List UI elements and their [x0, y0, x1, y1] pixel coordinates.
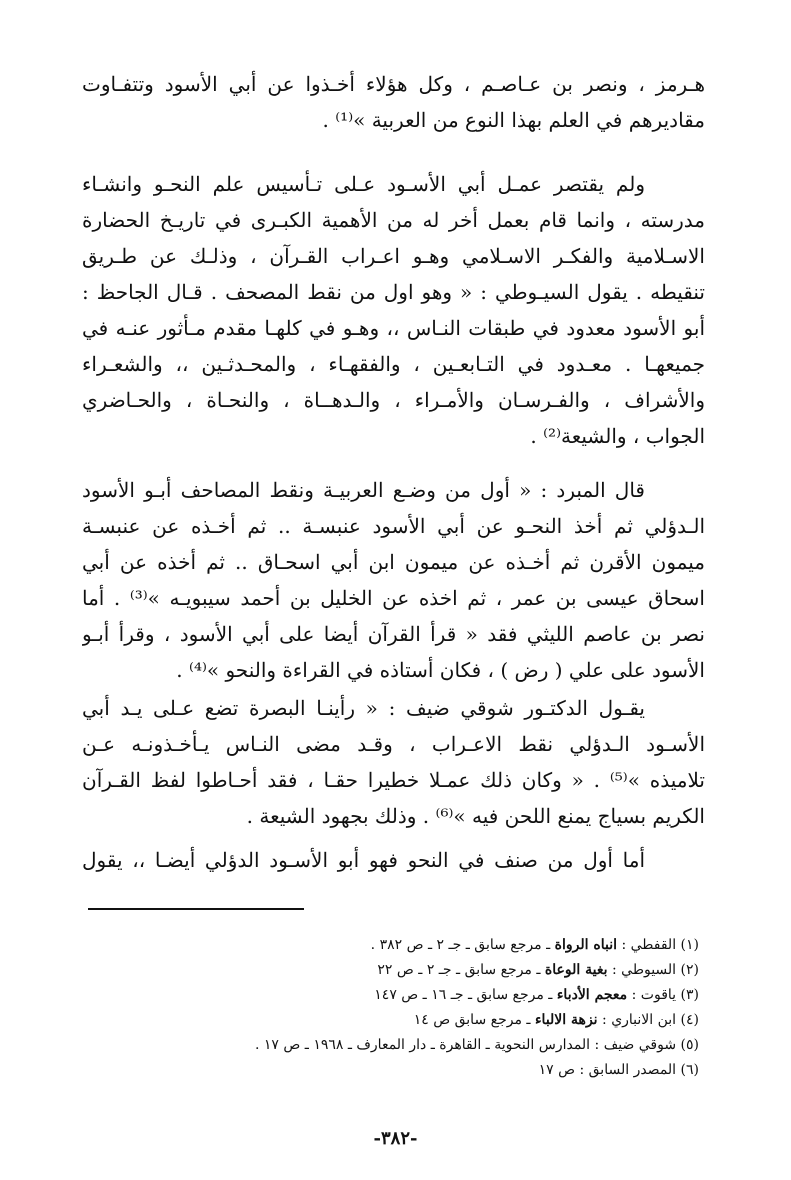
paragraph-4: [82, 690, 705, 834]
text-line: نصر بن عاصم الليثي فقد « قرأ القرآن أيضا على أبي الأسود ، وقرأ أبـو: [82, 622, 705, 646]
text-line: مدرسته ، وانما قام بعمل أخر له من الأهمية الكبـرى في تاريـخ الحضارة: [82, 208, 705, 232]
page-number: -٣٨٢-: [373, 1128, 418, 1149]
footnote-text: ـ مرجع سابق ـ جـ ٢ ـ ص ٢٢: [377, 962, 541, 978]
footnote-divider: [88, 908, 304, 910]
text-line: الأسـود الـدؤلي نقط الاعـراب ، وقـد مضى النـاس يـأخـذونـه عـن: [82, 732, 705, 756]
footnote-item: [88, 1033, 699, 1058]
text-line: مقاديرهم في العلم بهذا النوع من العربية »⁽¹⁾ .: [322, 108, 705, 132]
text-line: الاسـلامية والفكـر الاسـلامي وهـو اعـراب القـرآن ، وذلـك عن طـريق: [82, 244, 705, 268]
text-line: قال المبرد : « أول من وضـع العربيـة ونقط المصاحف أبـو الأسود: [82, 478, 645, 502]
footnote-item: [88, 1058, 699, 1083]
footnote-item: [88, 983, 699, 1008]
footnotes: [88, 933, 699, 1083]
paragraph-5: [82, 842, 705, 878]
footnote-item: [88, 958, 699, 983]
footnote-number: (٣): [680, 987, 699, 1003]
footnote-title: بغية الوعاة: [544, 962, 608, 978]
footnote-author: السيوطي :: [611, 962, 677, 978]
footnote-item: [88, 1008, 699, 1033]
footnote-number: (٦): [680, 1062, 699, 1078]
text-line: اسحاق عيسى بن عمر ، ثم اخذه عن الخليل بن أحمد سيبويـه »⁽³⁾ . أما: [82, 586, 705, 610]
footnote-author: المصدر السابق :: [579, 1062, 677, 1078]
text-line: الكريم بسياج يمنع اللحن فيه »⁽⁶⁾ . وذلك بجهود الشيعة .: [246, 804, 705, 828]
text-line: أبو الأسود معدود في طبقات النـاس ،، وهـو في كلهـا مقدم مـأثور عنـه في: [82, 316, 705, 340]
text-line: يقـول الدكتـور شوقي ضيف : « رأينـا البصرة تضع عـلى يـد أبي: [82, 696, 645, 720]
footnote-title: انباه الرواة: [554, 937, 617, 953]
footnote-text: المدارس النحوية ـ القاهرة ـ دار المعارف ـ ١٩٦٨ ـ ص ١٧ .: [254, 1037, 591, 1053]
footnote-author: القفطي :: [621, 937, 677, 953]
paragraph-1: [82, 66, 705, 138]
footnote-number: (٤): [680, 1012, 699, 1028]
footnote-title: نزهة الالباء: [534, 1012, 598, 1028]
footnote-item: [88, 933, 699, 958]
footnote-number: (٥): [680, 1037, 699, 1053]
footnote-title: معجم الأدباء: [556, 987, 628, 1003]
footnote-text: ـ مرجع سابق ـ جـ ٢ ـ ص ٣٨٢ .: [370, 937, 551, 953]
text-line: تنقيطه . يقول السيـوطي : « وهو اول من نقط المصحف . قـال الجاحظ :: [82, 280, 705, 304]
text-line: ولم يقتصر عمـل أبي الأسـود عـلى تـأسيس علم النحـو وانشـاء: [82, 172, 645, 196]
text-line: جميعهـا . معـدود في التـابعـين ، والفقهـاء ، والمحـدثـين ،، والشعـراء: [82, 352, 705, 376]
text-line: هـرمز ، ونصر بن عـاصـم ، وكل هؤلاء أخـذوا عن أبي الأسود وتتفـاوت: [82, 72, 705, 96]
footnote-text: ـ مرجع سابق ص ١٤: [413, 1012, 531, 1028]
footnote-author: شوقي ضيف :: [594, 1037, 677, 1053]
footnote-number: (١): [680, 937, 699, 953]
text-line: والأشراف ، والفـرسـان والأمـراء ، والـدهــاة ، والنحـاة ، والحـاضري: [82, 388, 705, 412]
text-line: أما أول من صنف في النحو فهو أبو الأسـود الدؤلي أيضـا ،، يقول: [82, 848, 645, 872]
footnote-text: ص ١٧: [538, 1062, 576, 1078]
paragraph-2: [82, 166, 705, 454]
footnote-text: ـ مرجع سابق ـ جـ ١٦ ـ ص ١٤٧: [374, 987, 553, 1003]
text-line: الأسود على علي ( رض ) ، فكان أستاذه في القراءة والنحو »⁽⁴⁾ .: [176, 658, 705, 682]
footnote-number: (٢): [680, 962, 699, 978]
footnote-author: ابن الانباري :: [602, 1012, 677, 1028]
text-line: تلاميذه »⁽⁵⁾ . « وكان ذلك عمـلا خطيرا حقـا ، فقد أحـاطوا لفظ القـرآن: [82, 768, 705, 792]
footnote-author: ياقوت :: [631, 987, 677, 1003]
text-line: الجواب ، والشيعة⁽²⁾ .: [530, 424, 705, 448]
text-line: ميمون الأقرن ثم أخـذه عن ميمون ابن أبي اسحـاق .. ثم أخذه عن أبي: [82, 550, 705, 574]
paragraph-3: [82, 472, 705, 688]
text-line: الـدؤلي ثم أخذ النحـو عن أبي الأسود عنبسـة .. ثم أخـذه عن عنبسـة: [82, 514, 705, 538]
